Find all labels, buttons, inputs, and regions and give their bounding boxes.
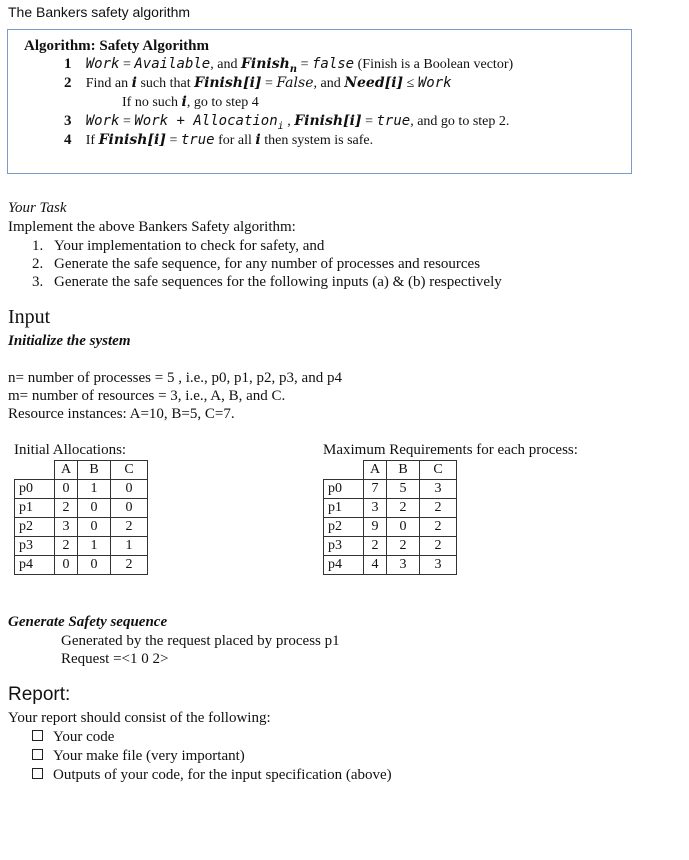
generate-request: Request =<1 0 2> — [61, 651, 169, 667]
table-cell: 2 — [364, 537, 387, 556]
table-row — [15, 480, 148, 499]
column-header: A — [55, 461, 78, 480]
maximum-caption: Maximum Requirements for each process: — [323, 442, 578, 458]
table-cell: 9 — [364, 518, 387, 537]
input-line-resources: m= number of resources = 3, i.e., A, B, and C. — [8, 388, 286, 404]
algorithm-step-2 — [64, 75, 452, 92]
report-heading: Report: — [8, 684, 71, 705]
math-equals: = — [119, 114, 135, 129]
task-item — [32, 273, 502, 291]
checkbox-icon — [32, 749, 43, 760]
math-false: false — [311, 56, 355, 72]
row-label: p3 — [15, 537, 55, 556]
column-header: C — [420, 461, 457, 480]
math-work: Work — [85, 113, 120, 129]
report-item — [32, 766, 392, 785]
math-equals: = — [165, 133, 181, 148]
table-cell: 3 — [387, 556, 420, 575]
table-cell: 4 — [364, 556, 387, 575]
step-text: , and — [210, 57, 241, 72]
step-text: then system is safe. — [260, 133, 374, 148]
table-cell: 3 — [420, 556, 457, 575]
step-text: , — [283, 114, 295, 129]
table-cell: 1 — [78, 537, 111, 556]
table-header-row — [324, 461, 457, 480]
algorithm-step-1 — [64, 56, 513, 75]
table-cell: 0 — [111, 499, 148, 518]
table-cell: 0 — [78, 499, 111, 518]
table-cell: 0 — [78, 518, 111, 537]
report-item-text: Your code — [53, 729, 115, 745]
report-item — [32, 728, 392, 747]
document-title: The Bankers safety algorithm — [8, 4, 191, 20]
maximum-table — [323, 460, 457, 575]
math-finish: Finish — [240, 56, 290, 72]
table-cell: 5 — [387, 480, 420, 499]
task-item-number: 1. — [32, 238, 44, 254]
math-equals: = — [261, 76, 277, 91]
row-label: p0 — [15, 480, 55, 499]
algorithm-box — [7, 29, 632, 174]
table-cell: 0 — [111, 480, 148, 499]
report-item-text: Outputs of your code, for the input specification (above) — [53, 767, 392, 783]
task-item-text: Your implementation to check for safety, and — [54, 238, 325, 254]
step-number: 2 — [64, 75, 72, 91]
task-item-number: 2. — [32, 256, 44, 272]
math-work-plus-allocation: Work + Allocation — [134, 113, 278, 129]
input-heading: Input — [8, 306, 51, 328]
step-text: , and go to step 2. — [410, 114, 510, 129]
row-label: p2 — [324, 518, 364, 537]
table-row — [15, 518, 148, 537]
table-row — [324, 518, 457, 537]
task-list — [32, 237, 502, 291]
table-header-row — [15, 461, 148, 480]
table-cell: 0 — [78, 556, 111, 575]
task-item-text: Generate the safe sequence, for any number of processes and resources — [54, 256, 481, 272]
checkbox-icon — [32, 730, 43, 741]
math-leq: ≤ — [403, 76, 418, 91]
algorithm-step-4 — [64, 132, 373, 149]
math-finish-i: Finish[i] — [194, 75, 262, 91]
table-row — [15, 537, 148, 556]
table-row — [324, 499, 457, 518]
table-corner — [324, 461, 364, 480]
input-line-instances: Resource instances: A=10, B=5, C=7. — [8, 406, 235, 422]
table-cell: 0 — [387, 518, 420, 537]
math-subscript-i: i — [277, 121, 284, 132]
step-number: 4 — [64, 132, 72, 148]
table-cell: 1 — [111, 537, 148, 556]
generate-line-1: Generated by the request placed by process p1 — [61, 633, 340, 649]
step-text: If — [85, 133, 99, 148]
step-number: 1 — [64, 56, 72, 72]
report-list — [32, 728, 392, 785]
table-cell: 1 — [78, 480, 111, 499]
row-label: p1 — [15, 499, 55, 518]
math-equals: = — [297, 57, 312, 72]
checkbox-icon — [32, 768, 43, 779]
step-text: Find an — [85, 76, 132, 91]
table-cell: 0 — [55, 556, 78, 575]
table-cell: 3 — [55, 518, 78, 537]
table-cell: 2 — [420, 537, 457, 556]
algorithm-step-2-note — [122, 94, 259, 111]
input-subheading: Initialize the system — [8, 333, 131, 349]
report-item — [32, 747, 392, 766]
table-row — [15, 499, 148, 518]
step-text: , and — [313, 76, 345, 91]
table-cell: 3 — [364, 499, 387, 518]
task-item — [32, 255, 502, 273]
column-header: B — [387, 461, 420, 480]
row-label: p2 — [15, 518, 55, 537]
math-need-i: Need[i] — [344, 75, 404, 91]
table-row — [15, 556, 148, 575]
input-line-processes: n= number of processes = 5 , i.e., p0, p1, p2, p3, and p4 — [8, 370, 342, 386]
table-row — [324, 537, 457, 556]
task-heading: Your Task — [8, 200, 67, 216]
step-text: for all — [214, 133, 256, 148]
math-equals: = — [361, 114, 377, 129]
row-label: p1 — [324, 499, 364, 518]
column-header: C — [111, 461, 148, 480]
step-text: (Finish is a Boolean vector) — [354, 57, 514, 72]
table-row — [324, 556, 457, 575]
algorithm-title: Algorithm: Safety Algorithm — [24, 38, 209, 54]
table-cell: 2 — [111, 556, 148, 575]
table-row — [324, 480, 457, 499]
math-finish-i: Finish[i] — [294, 113, 362, 129]
math-finish-i: Finish[i] — [98, 132, 166, 148]
table-cell: 2 — [55, 537, 78, 556]
math-i: i — [181, 94, 187, 110]
step-text: If no such — [122, 95, 182, 110]
math-i: i — [131, 75, 137, 91]
generate-heading: Generate Safety sequence — [8, 614, 168, 630]
row-label: p3 — [324, 537, 364, 556]
math-true: true — [376, 113, 411, 129]
math-true: true — [180, 132, 215, 148]
column-header: A — [364, 461, 387, 480]
math-available: Available — [134, 56, 211, 72]
task-item-text: Generate the safe sequences for the following inputs (a) & (b) respectively — [54, 274, 502, 290]
table-corner — [15, 461, 55, 480]
table-cell: 2 — [420, 518, 457, 537]
table-cell: 2 — [111, 518, 148, 537]
task-item — [32, 237, 502, 255]
table-cell: 0 — [55, 480, 78, 499]
table-cell: 2 — [387, 499, 420, 518]
math-false: False — [276, 75, 314, 91]
task-item-number: 3. — [32, 274, 44, 290]
allocations-caption: Initial Allocations: — [14, 442, 127, 458]
table-cell: 7 — [364, 480, 387, 499]
task-intro: Implement the above Bankers Safety algorithm: — [8, 219, 296, 235]
row-label: p4 — [15, 556, 55, 575]
math-subscript-n: n — [289, 64, 298, 75]
math-work: Work — [85, 56, 120, 72]
row-label: p4 — [324, 556, 364, 575]
report-item-text: Your make file (very important) — [53, 748, 245, 764]
allocations-table — [14, 460, 148, 575]
step-text: such that — [136, 76, 195, 91]
row-label: p0 — [324, 480, 364, 499]
math-work: Work — [417, 75, 452, 91]
table-cell: 2 — [420, 499, 457, 518]
table-cell: 3 — [420, 480, 457, 499]
algorithm-step-3 — [64, 113, 509, 132]
column-header: B — [78, 461, 111, 480]
table-cell: 2 — [55, 499, 78, 518]
math-i: i — [255, 132, 261, 148]
step-number: 3 — [64, 113, 72, 129]
report-intro: Your report should consist of the following: — [8, 710, 271, 726]
step-text: , go to step 4 — [186, 95, 259, 110]
table-cell: 2 — [387, 537, 420, 556]
math-equals: = — [119, 57, 135, 72]
